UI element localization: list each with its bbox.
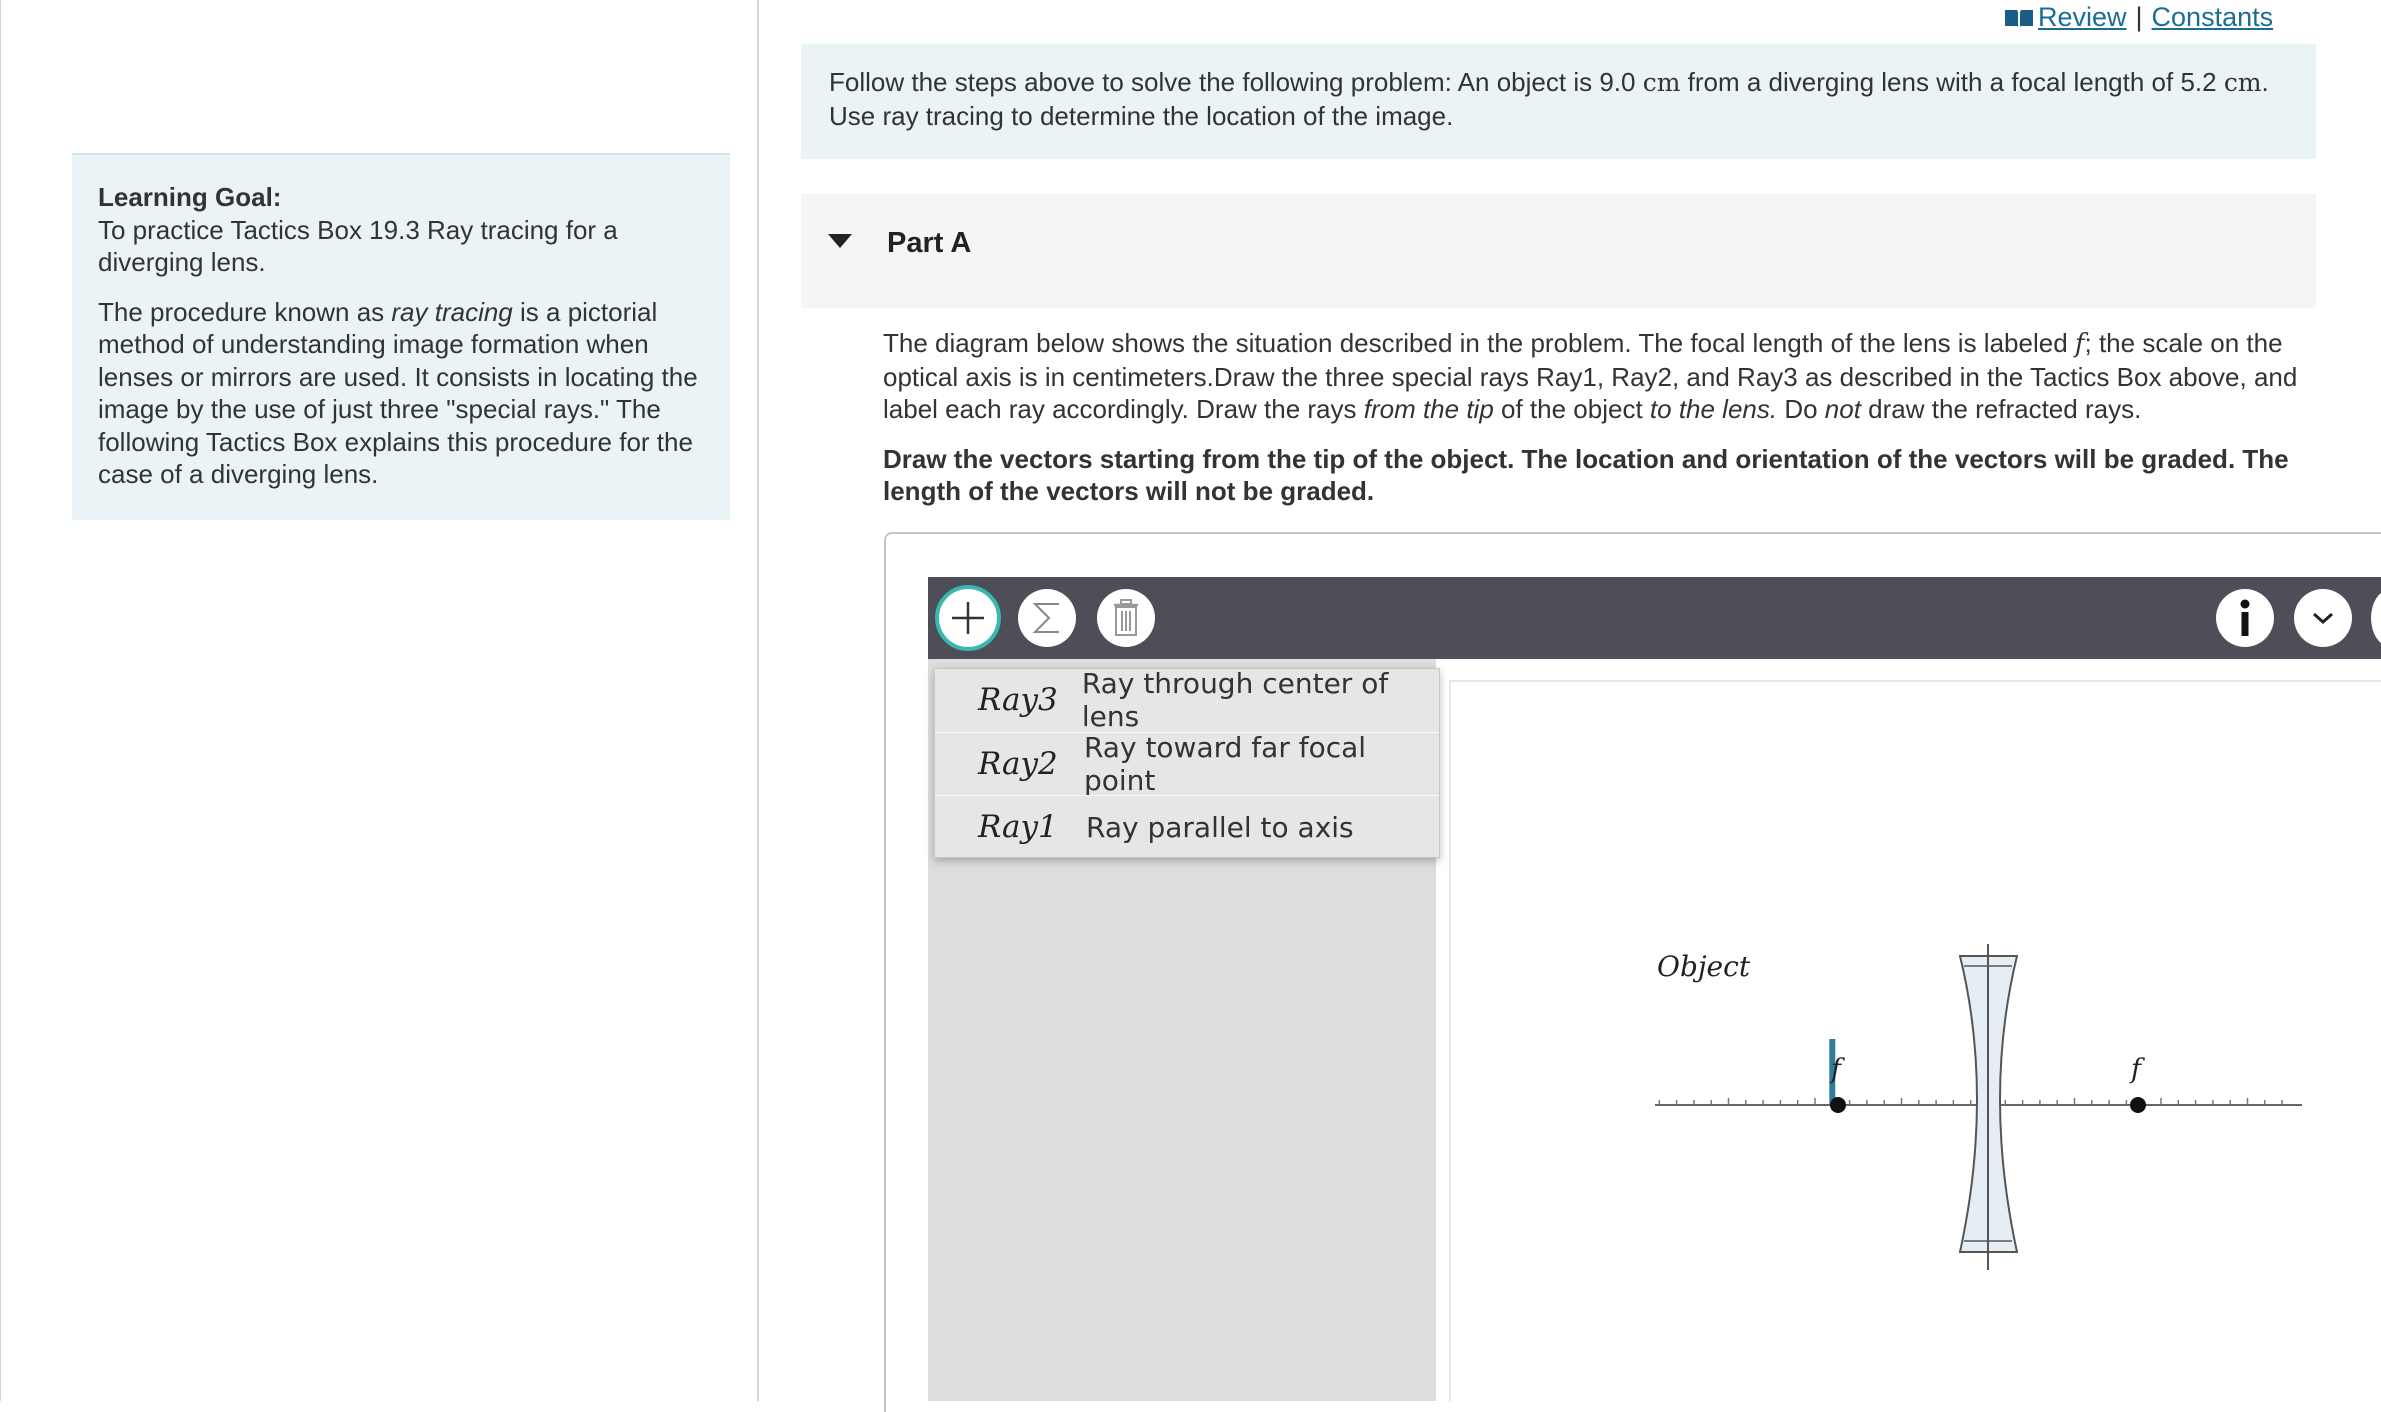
more-button[interactable] <box>2371 589 2381 647</box>
ray-tracing-description <box>98 296 704 491</box>
menu-item-ray2[interactable] <box>935 732 1439 795</box>
part-title: Part A <box>887 227 972 259</box>
menu-item-ray3[interactable] <box>935 669 1439 731</box>
instr-emphasis: not <box>1824 394 1861 424</box>
instr-emphasis: from the tip <box>1363 394 1494 424</box>
chevron-down-icon <box>2311 610 2335 626</box>
instr-emphasis: to the lens. <box>1649 394 1778 424</box>
learning-goal-text: To practice Tactics Box 19.3 Ray tracing for a diverging lens. <box>98 214 618 277</box>
ray-symbol: Ray1 <box>978 809 1058 845</box>
instr-text: The diagram below shows the situation described in the problem. The focal length of the lens is labeled <box>883 328 2075 358</box>
ray-description: Ray through center of lens <box>1081 667 1389 733</box>
part-instructions <box>883 327 2323 525</box>
info-icon <box>2227 596 2263 640</box>
focal-label-left: f <box>1831 1054 1841 1085</box>
vector-label-menu <box>934 668 1440 858</box>
problem-text: from a diverging lens with a focal length of 5.2 <box>1680 67 2224 97</box>
learning-goal-box <box>72 153 730 520</box>
sum-vectors-button[interactable] <box>1018 589 1076 647</box>
book-icon <box>2004 8 2034 28</box>
problem-unit: cm <box>1642 68 1681 97</box>
ray-description: Ray toward far focal point <box>1083 731 1367 797</box>
menu-item-ray1[interactable] <box>935 795 1439 858</box>
far-focal-point <box>2130 1097 2146 1113</box>
focal-label-right: f <box>2131 1054 2141 1085</box>
part-a-header[interactable] <box>801 194 2316 308</box>
instr-text: Do <box>1777 394 1825 424</box>
grading-note: Draw the vectors starting from the tip of the object. The location and orientation of the vectors will be graded. The length of the vectors will not be graded. <box>883 443 2289 506</box>
link-separator: | <box>2135 2 2143 32</box>
description-part: The procedure known as <box>98 296 392 327</box>
problem-unit: cm <box>2223 68 2262 97</box>
instr-text: of the object <box>1493 394 1650 424</box>
description-part: is a pictorial method of understanding image formation when lenses or mirrors are used. It consists in locating the image by the use of just three "special rays." The following Tactics Box explains this procedure for the case of a diverging lens. <box>98 296 698 489</box>
instr-text: ; the scale on the optical axis is in centimeters.Draw the three special rays Ray1, Ray2, and Ray3 as described in the Tactics Box above, and label each ray accordingly. Draw the rays <box>883 328 2298 424</box>
plus-icon <box>949 599 987 637</box>
info-button[interactable] <box>2216 589 2274 647</box>
ray-symbol: Ray2 <box>978 746 1058 782</box>
top-links <box>2004 2 2273 33</box>
drawing-toolbar <box>928 577 2381 659</box>
instr-text: draw the refracted rays. <box>1860 394 2142 424</box>
ray-description: Ray parallel to axis <box>1086 810 1354 844</box>
review-link[interactable]: Review <box>2038 2 2127 32</box>
collapse-caret-icon[interactable] <box>828 234 852 248</box>
problem-text: Follow the steps above to solve the following problem: An object is 9.0 <box>829 67 1643 97</box>
optics-diagram <box>1449 680 2381 1401</box>
diverging-lens <box>1960 944 2017 1270</box>
trash-icon <box>1111 598 1141 638</box>
problem-statement <box>801 44 2316 159</box>
delete-button[interactable] <box>1097 589 1155 647</box>
expand-button[interactable] <box>2294 589 2352 647</box>
learning-goal-intro <box>98 181 704 279</box>
instructions-paragraph <box>883 327 2323 426</box>
ray-symbol: Ray3 <box>978 682 1058 718</box>
add-vector-button[interactable] <box>935 585 1001 651</box>
near-focal-point <box>1830 1097 1846 1113</box>
left-border <box>0 0 1 1401</box>
object-label: Object <box>1657 950 1751 983</box>
constants-link[interactable]: Constants <box>2151 2 2274 32</box>
problem-text: . Use ray tracing to determine the location of the image. <box>829 67 2269 131</box>
learning-goal-title: Learning Goal: <box>98 182 282 212</box>
focal-symbol: f <box>2074 329 2085 359</box>
description-emphasis: ray tracing <box>391 296 513 327</box>
column-divider <box>757 0 759 1401</box>
sigma-icon <box>1029 598 1065 638</box>
